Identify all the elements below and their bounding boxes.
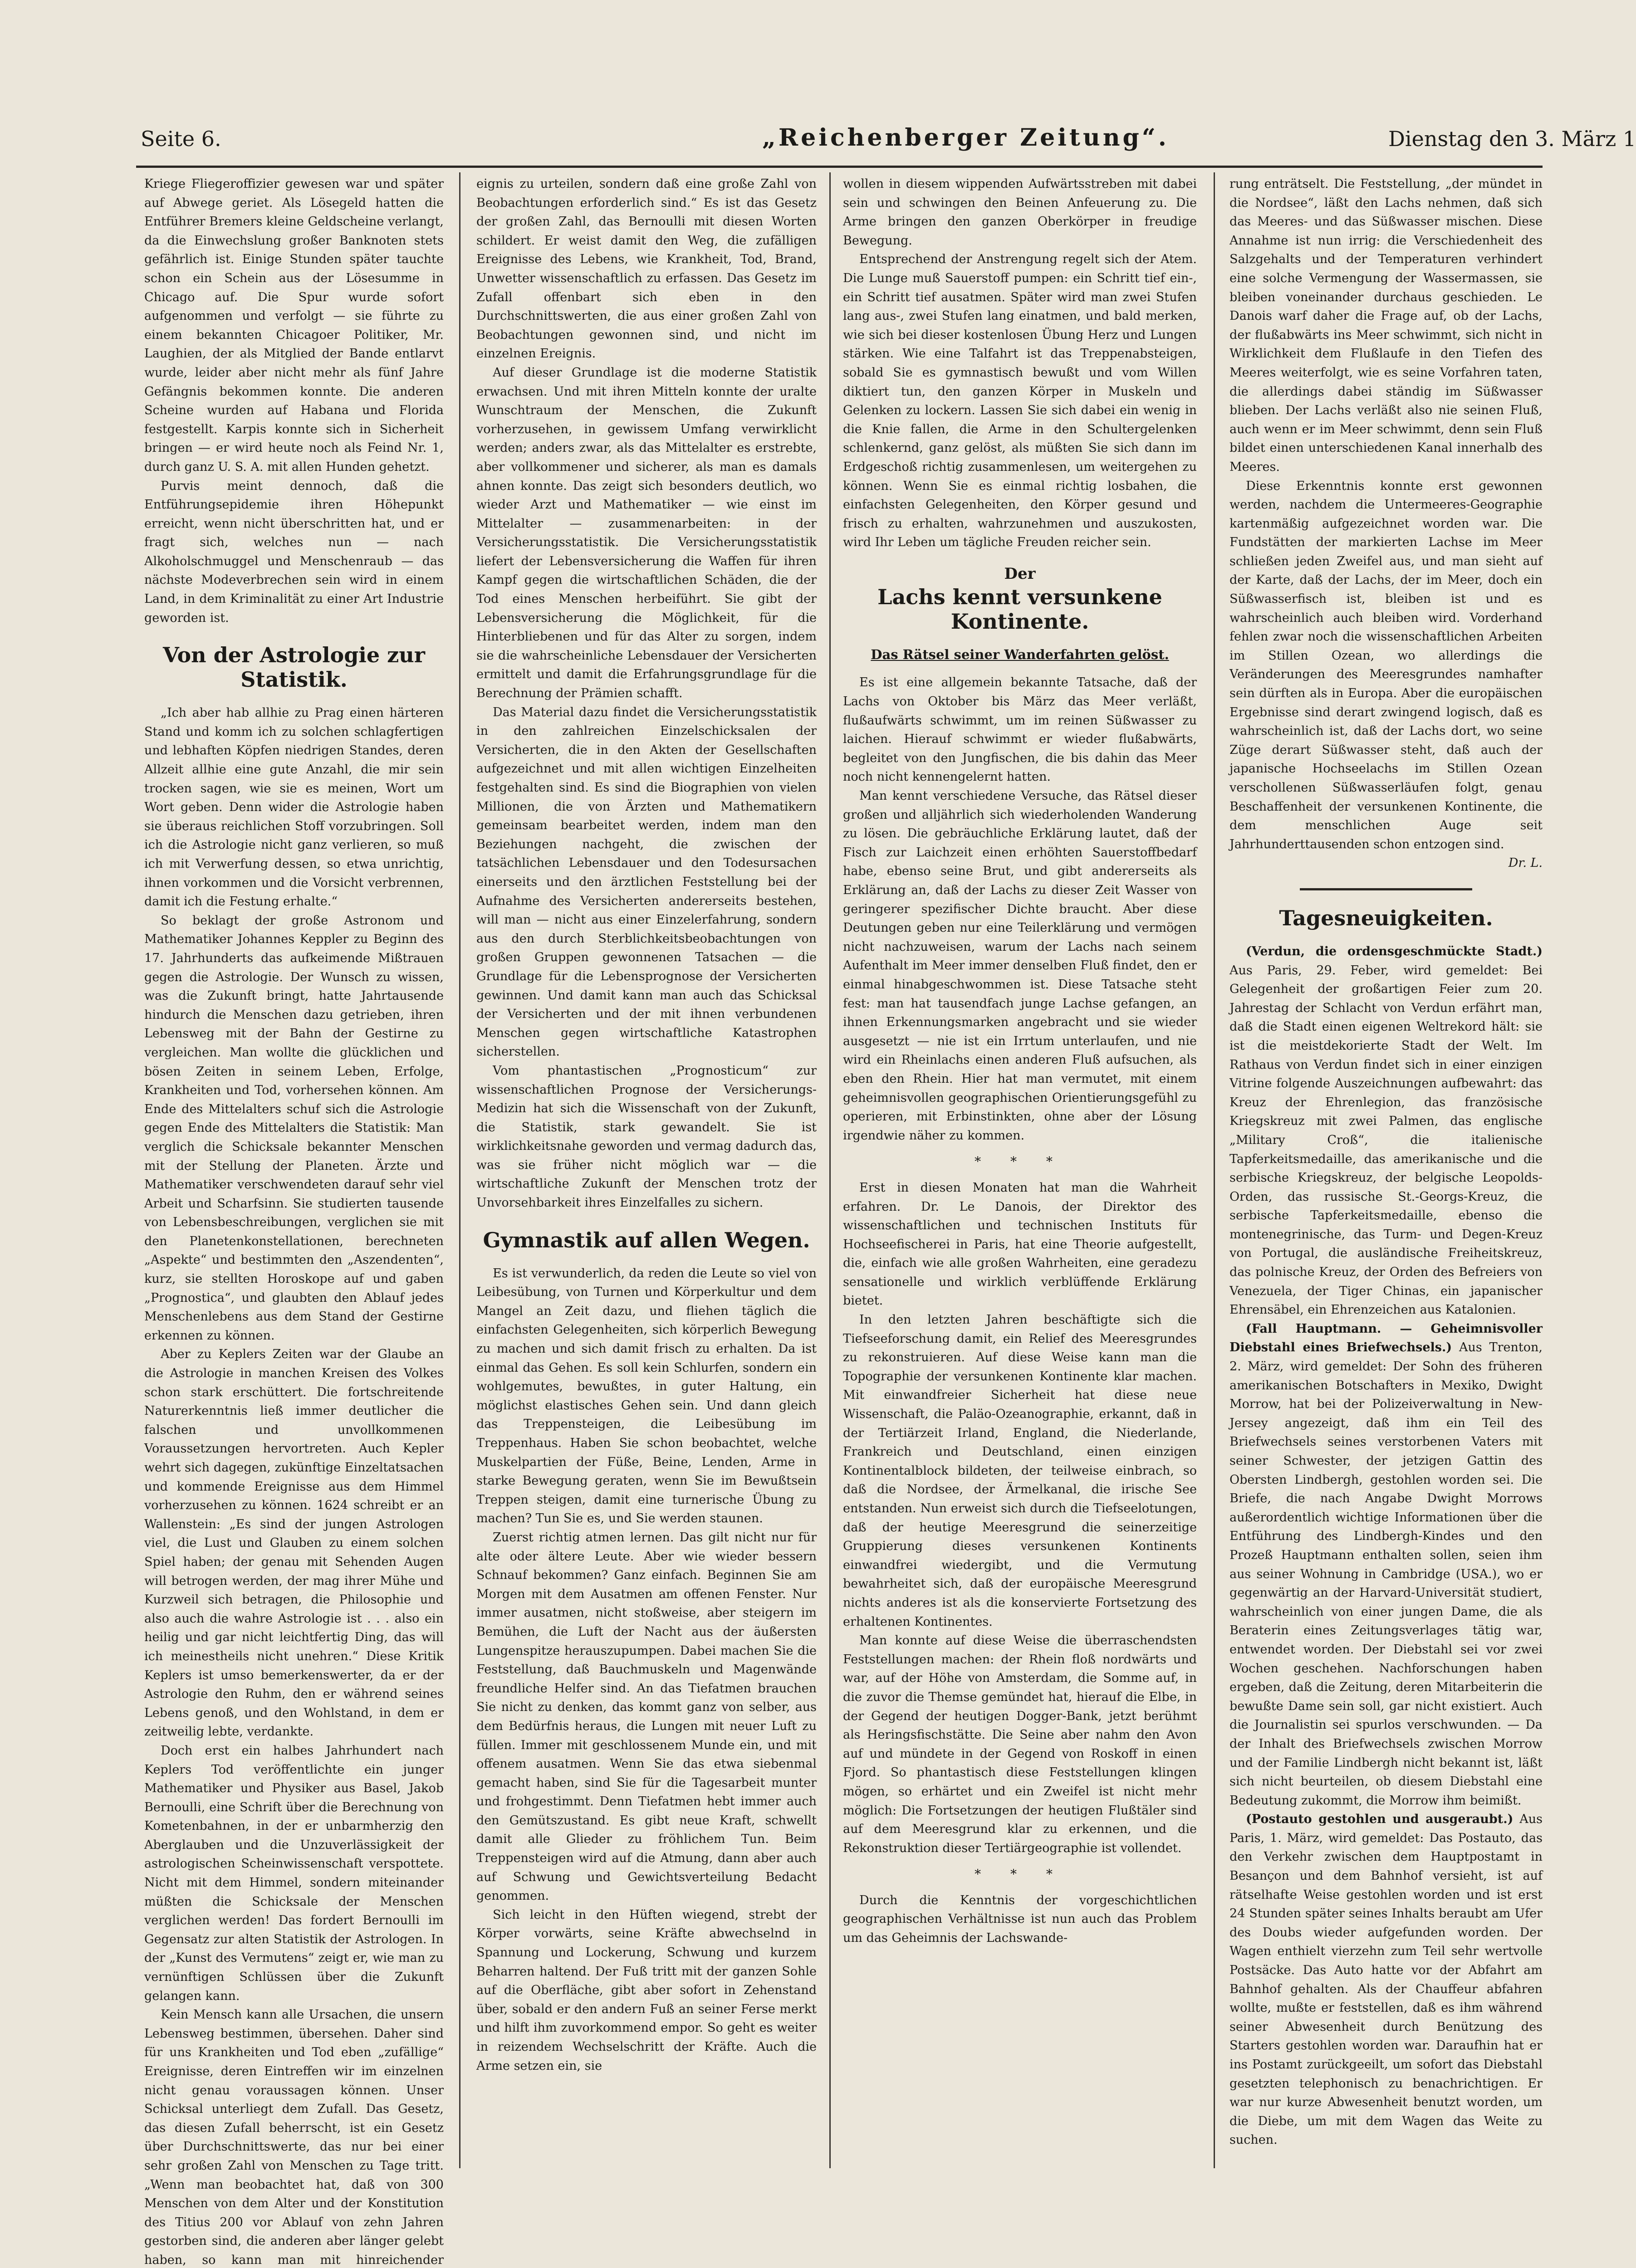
news-title: (Fall Hauptmann. — Geheimnisvoller Diebstahl eines Briefwechsels.) <box>1229 1321 1543 1355</box>
header-rule <box>136 166 1543 168</box>
news-item <box>1229 1320 1543 1810</box>
column-rule <box>1214 172 1215 2168</box>
news-title: (Postauto gestohlen und ausgeraubt.) <box>1246 1812 1514 1827</box>
article-text: In den letzten Jahren beschäftigte sich die Tiefseeforschung damit, ein Relief des Meeresgrundes zu rekonstruieren. Auf diese Weise kann man die Topographie der versunkenen Kontinente klar machen. Mit einwandfreier Sicherheit hat diese neue Wissenschaft, die Paläo-Ozeanographie, erkannt, daß in der Tertiärzeit Irland, England, die Niederlande, Frankreich und Deutschland, einen einzigen Kontinentalblock bildeten, der teilweise einbrach, so daß die Nordsee, der Ärmelkanal, die irische See entstanden. Nun erweist sich durch die Tiefseelotungen, daß der heutige Meeresgrund die seinerzeitige Gruppierung dieses versunkenen Kontinents einwandfrei wiedergibt, und die Vermutung bewahrheitet sich, daß der europäische Meeresgrund nichts anderes ist als die konservierte Fortsetzung des erhaltenen Kontinentes. <box>843 1313 1197 1629</box>
column-4 <box>1229 175 1543 2161</box>
article-text: Es ist eine allgemein bekannte Tatsache, daß der Lachs von Oktober bis März das Meer verläßt, flußaufwärts schwimmt, um im reinen Süßwasser zu laichen. Hierauf schwimmt er wieder flußabwärts, begleitet von den Jungfischen, die bis dahin das Meer noch nicht kennengelernt hatten. <box>843 675 1197 784</box>
column-2 <box>476 175 817 2161</box>
article-text: Man konnte auf diese Weise die überraschendsten Feststellungen machen: der Rhein floß nordwärts und war, auf der Höhe von Amsterdam, die Somme auf, in die zuvor die Themse gemündet hat, hierauf die Elbe, in der Gegend der heutigen Dogger-Bank, jetzt berühmt als Heringsfischstätte. Die Seine aber nahm den Avon auf und mündete in der Gegend von Roskoff in einen Fjord. So phantastisch diese Feststellungen klingen mögen, so erhärtet und ein Zweifel ist nicht mehr möglich: Die Fortsetzungen der heutigen Flußtäler sind auf dem Meeresgrund klar zu erkennen, und die Rekonstruktion dieser Tertiärgeographie ist vollendet. <box>843 1633 1197 1855</box>
article-text: Es ist verwunderlich, da reden die Leute so viel von Leibesübung, von Turnen und Körperkultur und dem Mangel an Zeit dazu, und fliehen täglich die einfachsten Gelegenheiten, sich körperlich Bewegung zu machen und sich damit frisch zu erhalten. Da ist einmal das Gehen. Es soll kein Schlurfen, sondern ein wohlgemutes, bewußtes, in guter Haltung, ein möglichst elastisches Gehen sein. Und dann gleich das Treppensteigen, die Leibesübung im Treppenhaus. Haben Sie schon beobachtet, welche Muskelpartien der Füße, Beine, Lenden, Arme in starke Bewegung geraten, wenn Sie im Bewußtsein Treppen steigen, damit eine turnerische Übung zu machen? Tun Sie es, und Sie werden staunen. <box>476 1266 817 1526</box>
article-text: Zuerst richtig atmen lernen. Das gilt nicht nur für alte oder ältere Leute. Aber wie wieder bessern Schnauf bekommen? Ganz einfach. Beginnen Sie am Morgen mit dem Ausatmen am offenen Fenster. Nur immer ausatmen, nicht stoßweise, aber steigern im Bemühen, die Luft der Nacht aus der äußersten Lungenspitze herauszupumpen. Dabei machen Sie die Feststellung, daß Bauchmuskeln und Magenwände freundliche Helfer sind. An das Tiefatmen brauchen Sie nicht zu denken, das kommt ganz von selber, aus dem Bedürfnis heraus, die Lungen mit neuer Luft zu füllen. Immer mit geschlossenem Munde ein, und mit offenem ausatmen. Wenn Sie das etwa siebenmal gemacht haben, sind Sie für die Tagesarbeit munter und frohgestimmt. Denn Tiefatmen hebt immer auch den Gemütszustand. Es gibt neue Kraft, schwellt damit alle Glieder zu fröhlichem Tun. Beim Treppensteigen wird auf die Atmung, dann aber auch auf Schwung und Gewichtsverteilung Bedacht genommen. <box>476 1530 817 1903</box>
page-header <box>136 120 1636 161</box>
article-text: wollen in diesem wippenden Aufwärtsstreben mit dabei sein und schwingen den Beinen Anfeuerung zu. Die Arme bringen den ganzen Oberkörper in freudige Bewegung. <box>843 177 1197 248</box>
article-text: Sich leicht in den Hüften wiegend, strebt der Körper vorwärts, seine Kräfte abwechselnd in Spannung und Lockerung, Schwung und kurzem Beharren haltend. Der Fuß tritt mit der ganzen Sohle auf die Oberfläche, gibt aber sofort in Zehenstand über, sobald er den andern Fuß an seiner Ferse merkt und hilft ihm zuvorkommend empor. So geht es weiter in reizendem Wechselschritt der Kräfte. Auch die Arme setzen ein, sie <box>476 1907 817 2073</box>
article-heading-astrologie: Von der Astrologie zur Statistik. <box>163 643 425 692</box>
article-text: Kein Mensch kann alle Ursachen, die unsern Lebensweg bestimmen, übersehen. Daher sind für uns Krankheiten und Tod eben „zufällige“ Ereignisse, deren Eintreffen wir im einzelnen nicht genau voraussagen können. Unser Schicksal unterliegt dem Zufall. Das Gesetz, das diesen Zufall beherrscht, ist ein Gesetz über Durchschnittswerte, das nur bei einer sehr großen Zahl von Menschen zu Tage tritt. „Wenn man beobachtet hat, daß von 300 Menschen von dem Alter und der Konstitution des Titius 200 vor Ablauf von zehn Jahren gestorben sind, die anderen aber länger gelebt haben, so kann man mit hinreichender <box>144 2008 444 2267</box>
article-text: Vom phantastischen „Prognosticum“ zur wissenschaftlichen Prognose der Versicherungs-Medizin hat sich die Wissenschaft von der Zukunft, die Statistik, stark gewandelt. Sie ist wirklichkeitsnahe geworden und vermag dadurch das, was sie früher nicht möglich war — die wirtschaftliche Zukunft der Menschen trotz der Unvorsehbarkeit ihres Einzelfalles zu sichern. <box>476 1063 817 1210</box>
author-signature: Dr. L. <box>1508 856 1543 870</box>
column-3 <box>843 175 1197 2161</box>
article-text: „Ich aber hab allhie zu Prag einen härteren Stand und komm ich zu solchen schlagfertigen und lebhaften Köpfen niedrigen Standes, deren Allzeit allhie eine gute Anzahl, die mir sein trocken sagen, wie sie es meinen, Wort um Wort geben. Denn wider die Astrologie haben sie überaus reichlichen Stoff vorzubringen. Soll ich die Astrologie nicht ganz verlieren, so muß ich mit Verwerfung dessen, so etwa unrichtig, ihnen vorkommen und die Vorsicht verbrennen, damit ich die Festung erhalte.“ <box>144 706 444 909</box>
issue-date: Dienstag den 3. März 1 <box>1388 127 1636 151</box>
article-text: Kriege Fliegeroffizier gewesen war und später auf Abwege geriet. Als Lösegeld hatten die Entführer Bremers kleine Geldscheine verlangt, da die Einwechslung großer Banknoten stets gefährlich ist. Einige Stunden später tauchte schon ein Schein aus der Lösesumme in Chicago auf. Die Spur wurde sofort aufgenommen und verfolgt — sie führte zu einem bekannten Chicagoer Politiker, Mr. Laughien, der als Mitglied der Bande entlarvt wurde, leider aber nicht mehr als fünf Jahre Gefängnis bekommen konnte. Die anderen Scheine wurden auf Habana und Florida festgestellt. Karpis konnte sich in Sicherheit bringen — er wird heute noch als Feind Nr. 1, durch ganz U. S. A. mit allen Hunden gehetzt. <box>144 177 444 474</box>
article-text: eignis zu urteilen, sondern daß eine große Zahl von Beobachtungen erforderlich sind.“ Es ist das Gesetz der großen Zahl, das Bernoulli mit diesen Worten schildert. Er weist damit den Weg, die zufälligen Ereignisse des Lebens, wie Krankheit, Tod, Brand, Unwetter wissenschaftlich zu erfassen. Das Gesetz im Zufall offenbart sich eben in den Durchschnittswerten, die aus einer großen Zahl von Beobachtungen gewonnen sind, und nicht im einzelnen Ereignis. <box>476 177 817 361</box>
article-text: Aber zu Keplers Zeiten war der Glaube an die Astrologie in manchen Kreisen des Volkes schon stark erschüttert. Die fortschreitende Naturerkenntnis ließ immer deutlicher die falschen und unvollkommenen Voraussetzungen hervortreten. Auch Kepler wehrt sich dagegen, zukünftige Einzeltatsachen und kommende Ereignisse aus dem Himmel vorherzusehen zu können. 1624 schreibt er an Wallenstein: „Es sind der jungen Astrologen viel, die Lust und Glauben zu einem solchen Spiel haben; der genau mit Sehenden Augen will betrogen werden, der mag ihrer Mühe und Kurzweil sich betragen, die Philosophie und also auch die wahre Astrologie ist . . . also ein heilig und gar nicht leichtfertig Ding, das will ich meinestheils nicht unehren.“ Diese Kritik Keplers ist umso bemerkenswerter, da er der Astrologie den Ruhm, den er während seines Lebens genoß, und den Wohlstand, in dem er zeitweilig lebte, verdankte. <box>144 1347 444 1739</box>
article-text: Auf dieser Grundlage ist die moderne Statistik erwachsen. Und mit ihren Mitteln konnte der uralte Wunschtraum der Menschen, die Zukunft vorherzusehen, in gewissem Umfang verwirklicht werden; anders zwar, als das Mittelalter es erstrebte, aber vollkommener und sicherer, als man es damals ahnen konnte. Das zeigt sich besonders deutlich, wo wieder Arzt und Mathematiker — wie einst im Mittelalter — zusammenarbeiten: in der Versicherungsstatistik. Die Versicherungsstatistik liefert der Lebensversicherung die Waffen für ihren Kampf gegen die wirtschaftlichen Schäden, die der Tod eines Menschen herbeiführt. Sie gibt der Lebensversicherung die Möglichkeit, für die Hinterbliebenen und für das Alter zu sorgen, indem sie die wahrscheinliche Lebensdauer der Versicherten ermittelt und damit die Erfahrungsgrundlage für die Berechnung der Prämien schafft. <box>476 365 817 701</box>
article-text: Das Material dazu findet die Versicherungsstatistik in den zahlreichen Einzelschicksalen der Versicherten, die in den Akten der Gesellschaften aufgezeichnet und mit allen wichtigen Einzelheiten festgehalten sind. Es sind die Biographien von vielen Millionen, die von Ärzten und Mathematikern gemeinsam bearbeitet werden, indem man den Beziehungen nachgeht, die zwischen der tatsächlichen Lebensdauer und den Todesursachen einerseits und den ärztlichen Feststellung bei der Aufnahme des Versicherten andererseits bestehen, will man — nicht aus einer Einzelerfahrung, sondern aus den durch Sterblichkeitsbeobachtungen von großen Gruppen gewonnenen Tatsachen — die Grundlage für die Lebensprognose der Versicherten gewinnen. Und damit kann man auch das Schicksal der Versicherten und der mit ihnen verbundenen Menschen gegen wirtschaftliche Katastrophen sicherstellen. <box>476 705 817 1059</box>
article-text: So beklagt der große Astronom und Mathematiker Johannes Keppler zu Beginn des 17. Jahrhunderts das aufkeimende Mißtrauen gegen die Astrologie. Der Wunsch zu wissen, was die Zukunft bringt, hatte Jahrtausende hindurch die Menschen dazu getrieben, ihren Lebensweg mit der Bahn der Gestirne zu vergleichen. Man wollte die glücklichen und bösen Zeiten in seinem Leben, Erfolge, Krankheiten und Tod, vorhersehen können. Am Ende des Mittelalters schuf sich die Astrologie gegen Ende des Mittelalters die Statistik: Man verglich die Schicksale bekannter Menschen mit der Stellung der Planeten. Ärzte und Mathematiker verschwendeten darauf sehr viel Arbeit und Scharfsinn. Sie studierten tausende von Lebensbeschreibungen, verglichen sie mit den Planetenkonstellationen, berechneten „Aspekte“ und bestimmten den „Aszendenten“, kurz, sie stellten Horoskope auf und gaben „Prognostica“, und glaubten den Ablauf jedes Menschenlebens aus dem Stand der Gestirne erkennen zu können. <box>144 913 444 1343</box>
section-divider-stars: * * * <box>975 1867 1065 1882</box>
column-rule <box>829 172 831 2168</box>
news-text: Aus Trenton, 2. März, wird gemeldet: Der Sohn des früheren amerikanischen Botschafters in Mexiko, Dwight Morrow, hat bei der Polizeiverwaltung in New-Jersey angezeigt, daß ihm ein Teil des Briefwechsels seines verstorbenen Vaters mit seiner Schwester, der jetzigen Gattin des Obersten Lindbergh, gestohlen worden sei. Die Briefe, die nach Angabe Dwight Morrows außerordentlich wichtige Informationen über die Entführung des Lindbergh-Kindes und den Prozeß Hauptmann enthalten sollen, seien ihm aus seiner Wohnung in Cambridge (USA.), wo er gegenwärtig an der Harvard-Universität studiert, wahrscheinlich von einer jungen Dame, die als Beraterin eines Zeitungsverlages tätig war, entwendet worden. Der Diebstahl sei vor zwei Wochen geschehen. Nachforschungen haben ergeben, daß die Zeitung, deren Mitarbeiterin die bewußte Dame sein soll, gar nicht existiert. Auch die Journalistin sei spurlos verschwunden. — Da der Inhalt des Briefwechsels zwischen Morrow und der Familie Lindbergh nicht bekannt ist, läßt sich nicht beurteilen, ob diesem Diebstahl eine Bedeutung zukommt, die Morrow ihm beimißt. <box>1229 1340 1543 1808</box>
article-text: Purvis meint dennoch, daß die Entführungsepidemie ihren Höhepunkt erreicht, wenn nicht überschritten hat, und er fragt sich, welches nun — nach Alkoholschmuggel und Menschenraub — das nächste Modeverbrechen sein wird in einem Land, in dem Kriminalität zu einer Art Industrie geworden ist. <box>144 479 444 625</box>
news-item <box>1229 1810 1543 2150</box>
article-subheading: Das Rätsel seiner Wanderfahrten gelöst. <box>871 646 1169 662</box>
news-title: (Verdun, die ordensgeschmückte Stadt.) <box>1246 944 1543 958</box>
news-item <box>1229 942 1543 1320</box>
page-number: Seite 6. <box>141 127 221 151</box>
article-heading-lachs: Lachs kennt versunkene Kontinente. <box>877 584 1162 634</box>
article-kicker: Der <box>1004 564 1036 583</box>
article-text: Entsprechend der Anstrengung regelt sich der Atem. Die Lunge muß Sauerstoff pumpen: ein Schritt tief ein-, ein Schritt tief ausatmen. Später wird man zwei Stufen lang aus-, zwei Stufen lang einatmen, und bald merken, wie sich bei dieser kostenlosen Übung Herz und Lungen stärken. Wie eine Talfahrt ist das Treppenabsteigen, sobald Sie es gymnastisch bewußt und vom Willen diktiert tun, den ganzen Körper in Muskeln und Gelenken zu lockern. Lassen Sie sich dabei ein wenig in die Knie fallen, die Arme in den Schultergelenken schlenkernd, ganz gelöst, als müßten Sie sich dann im Erdgeschoß richtig zusammenlesen, um weitergehen zu können. Wenn Sie es einmal richtig losbahen, die einfachsten Gelegenheiten, den Körper gesund und frisch zu erhalten, wahrzunehmen und auszukosten, wird Ihr Leben um tägliche Freuden reicher sein. <box>843 252 1197 550</box>
article-text: Doch erst ein halbes Jahrhundert nach Keplers Tod veröffentlichte ein junger Mathematiker und Physiker aus Basel, Jakob Bernoulli, eine Schrift über die Berechnung von Kometenbahnen, in der er unbarmherzig den Aberglauben und die Unzuverlässigkeit der astrologischen Scheinwissenschaft verspottete. Nicht mit dem Himmel, sondern miteinander müßten die Schicksale der Menschen verglichen werden! Das fordert Bernoulli im Gegensatz zur alten Statistik der Astrologen. In der „Kunst des Vermutens“ zeigt er, wie man zu vernünftigen Schlüssen über die Zukunft gelangen kann. <box>144 1743 444 2003</box>
article-text: Durch die Kenntnis der vorgeschichtlichen geographischen Verhältnisse ist nun auch das Problem um das Geheimnis der Lachswande- <box>843 1893 1197 1945</box>
news-text: Aus Paris, 1. März, wird gemeldet: Das Postauto, das den Verkehr zwischen dem Hauptpostamt in Besançon und dem Bahnhof versieht, ist auf rätselhafte Weise gestohlen worden und ist erst 24 Stunden später seines Inhalts beraubt am Ufer des Doubs wieder aufgefunden worden. Der Wagen enthielt vierzehn zum Teil sehr wertvolle Postsäcke. Das Auto hatte vor der Abfahrt am Bahnhof gehalten. Als der Chauffeur abfahren wollte, mußte er feststellen, daß es ihm während seiner Abwesenheit durch Benützung des Starters gestohlen worden war. Daraufhin hat er ins Postamt zurückgeeilt, um sofort das Diebstahl gesetzten telephonisch zu benachrichtigen. Er war nur kurze Abwesenheit benutzt worden, um die Diebe, um mit dem Wagen das Weite zu suchen. <box>1229 1812 1543 2147</box>
news-text: Aus Paris, 29. Feber, wird gemeldet: Bei Gelegenheit der großartigen Feier zum 20. Jahrestag der Schlacht von Verdun erfährt man, daß die Stadt einen eigenen Weltrekord hält: sie ist die meistdekorierte Stadt der Welt. Im Rathaus von Verdun findet sich in einer einzigen Vitrine folgende Auszeichnungen aufbewahrt: das Kreuz der Ehrenlegion, das französische Kriegskreuz mit zwei Palmen, das englische „Military Croß“, die italienische Tapferkeitsmedaille, das amerikanische und die serbische Kriegskreuz, der belgische Leopolds-Orden, das russische St.-Georgs-Kreuz, die serbische Tapferkeitsmedaille, ebenso die montenegrinische, das Turm- und Degen-Kreuz von Portugal, die ausländische Freiheitskreuz, das polnische Kreuz, der Orden des Befreiers von Venezuela, der Tiger Chinas, ein japanischer Ehrensäbel, ein Ehrenzeichen aus Katalonien. <box>1229 963 1543 1317</box>
section-rule <box>1300 888 1472 890</box>
section-divider-stars: * * * <box>975 1154 1065 1169</box>
article-text: Man kennt verschiedene Versuche, das Rätsel dieser großen und alljährlich sich wiederholenden Wanderung zu lösen. Die gebräuchliche Erklärung lautet, daß der Fisch zur Laichzeit einen erhöhten Sauerstoffbedarf habe, ebenso seine Brut, und gibt andererseits als Erklärung an, daß der Lachs zu dieser Zeit Wasser von geringerer spezifischer Dichte braucht. Aber diese Deutungen geben nur eine Teilerklärung und vermögen nicht nachzuweisen, warum der Lachs nach seinem Aufenthalt im Meer immer denselben Fluß findet, den er einmal hinabgeschwommen ist. Diese Tatsache steht fest: man hat tausendfach junge Lachse gefangen, an ihnen Erkennungsmarken angebracht und sie wieder ausgesetzt — nie ist ein Irrtum unterlaufen, und nie wird ein Rheinlachs einen anderen Fluß aufsuchen, als eben den Rhein. Hier hat man vermutet, mit einem geheimnisvollen geographischen Orientierungsgefühl zu operieren, mit Erbinstinkten, ohne aber der Lösung irgendwie näher zu kommen. <box>843 789 1197 1143</box>
column-rule <box>459 172 460 2168</box>
article-heading-gymnastik: Gymnastik auf allen Wegen. <box>483 1227 810 1252</box>
newspaper-title: „Reichenberger Zeitung“. <box>762 124 1169 152</box>
article-text: Erst in diesen Monaten hat man die Wahrheit erfahren. Dr. Le Danois, der Direktor des wissenschaftlichen und technischen Instituts für Hochseefischerei in Paris, hat eine Theorie aufgestellt, die, einfach wie alle großen Wahrheiten, eine geradezu sensationelle und wirklich verblüffende Erklärung bietet. <box>843 1180 1197 1308</box>
section-heading-tagesneuigkeiten: Tagesneuigkeiten. <box>1279 905 1493 930</box>
article-text: Diese Erkenntnis konnte erst gewonnen werden, nachdem die Untermeeres-Geographie kartenmäßig aufgezeichnet worden war. Die Fundstätten der markierten Lachse im Meer schließen jeden Zweifel aus, und man sieht auf der Karte, daß der Lachs, der im Meer, doch ein Süßwasserfisch ist, bleiben ist und es wahrscheinlich auch bleiben wird. Vorderhand fehlen zwar noch die wissenschaftlichen Arbeiten im Stillen Ozean, wo allerdings die Veränderungen des Meeresgrundes namhafter sein dürften als in Europa. Aber die europäischen Ergebnisse sind derart zwingend logisch, daß es wahrscheinlich ist, daß der Lachs dort, wo seine Züge derart Süßwasser steht, daß auch der japanische Hochseelachs im Stillen Ozean verschollenen Süßwasserläufen folgt, genau Beschaffenheit der versunkenen Kontinente, die dem menschlichen Auge seit Jahrhunderttausenden schon entzogen sind. <box>1229 479 1543 851</box>
article-text: rung enträtselt. Die Feststellung, „der mündet in die Nordsee“, läßt den Lachs nehmen, daß sich das Meeres- und das Süßwasser mischen. Diese Annahme ist nun irrig: die Verschiedenheit des Salzgehalts und der Temperaturen verhindert eine solche Vermengung der Wassermassen, sie bleiben voneinander durchaus geschieden. Le Danois warf daher die Frage auf, ob der Lachs, der flußabwärts ins Meer schwimmt, sich nicht in Wirklichkeit dem Flußlaufe in den Tiefen des Meeres weiterfolgt, wie es seine Vorfahren taten, die allerdings dabei ständig im Süßwasser blieben. Der Lachs verläßt also nie seinen Fluß, auch wenn er im Meer schwimmt, denn sein Fluß bildet einen unterschiedenen Kanal innerhalb des Meeres. <box>1229 177 1543 474</box>
column-1 <box>144 175 444 2267</box>
